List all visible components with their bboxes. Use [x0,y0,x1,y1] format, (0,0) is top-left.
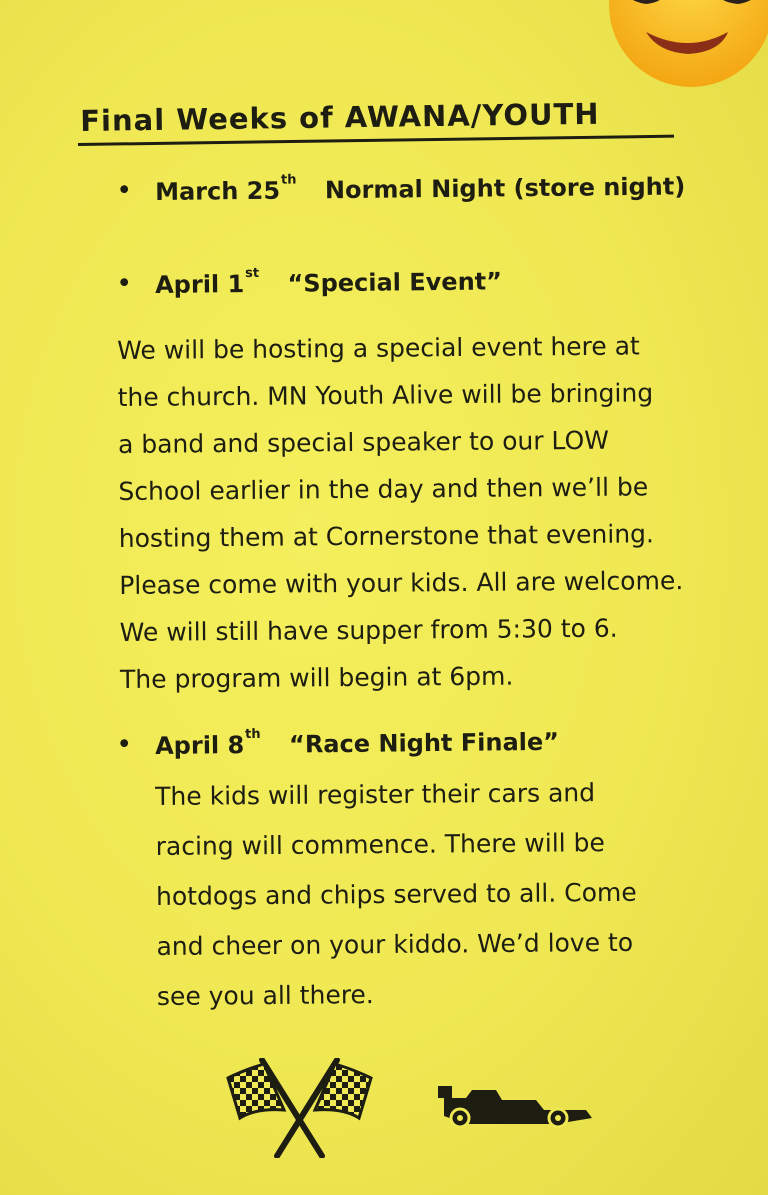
sunglasses-emoji-icon [606,0,768,90]
event-name: Normal Night (store night) [324,172,686,205]
bullet-dot: • [117,178,132,204]
event-name: “Race Night Finale” [288,727,560,759]
event-name: “Special Event” [287,267,503,298]
description-line: We will be hosting a special event here at [117,331,640,365]
date-suffix: th [245,726,261,743]
event-date: April 1 [155,270,245,299]
date-suffix: th [280,172,297,188]
description-line: hotdogs and chips served to all. Come [155,877,637,911]
description-line: and cheer on your kiddo. We’d love to [156,927,634,961]
description-line: a band and special speaker to our LOW [117,425,610,459]
checkered-flags-icon [222,1058,377,1158]
bullet-april-8 [117,726,560,760]
event-date: April 8 [155,731,245,760]
description-line: the church. MN Youth Alive will be bringing [117,378,654,412]
description-line: School earlier in the day and then we’ll be [118,472,649,506]
bullet-dot: • [117,271,132,297]
bullet-march-25 [117,172,686,206]
date-suffix: st [245,265,260,282]
description-line: hosting them at Cornerstone that evening. [118,519,655,553]
description-line: The program will begin at 6pm. [119,661,514,694]
description-line: The kids will register their cars and [155,778,596,811]
event-date: March 25 [155,176,281,206]
special-event-description [117,322,684,703]
description-line: racing will commence. There will be [155,828,605,861]
bullet-dot: • [117,732,132,758]
race-car-icon [436,1080,592,1128]
flyer-title: Final Weeks of AWANA/YOUTH [80,96,600,138]
race-night-description [155,768,638,1022]
bullet-april-1 [117,265,503,299]
description-line: Please come with your kids. All are welcome. [119,566,684,600]
description-line: We will still have supper from 5:30 to 6. [119,613,618,647]
description-line: see you all there. [156,980,374,1011]
